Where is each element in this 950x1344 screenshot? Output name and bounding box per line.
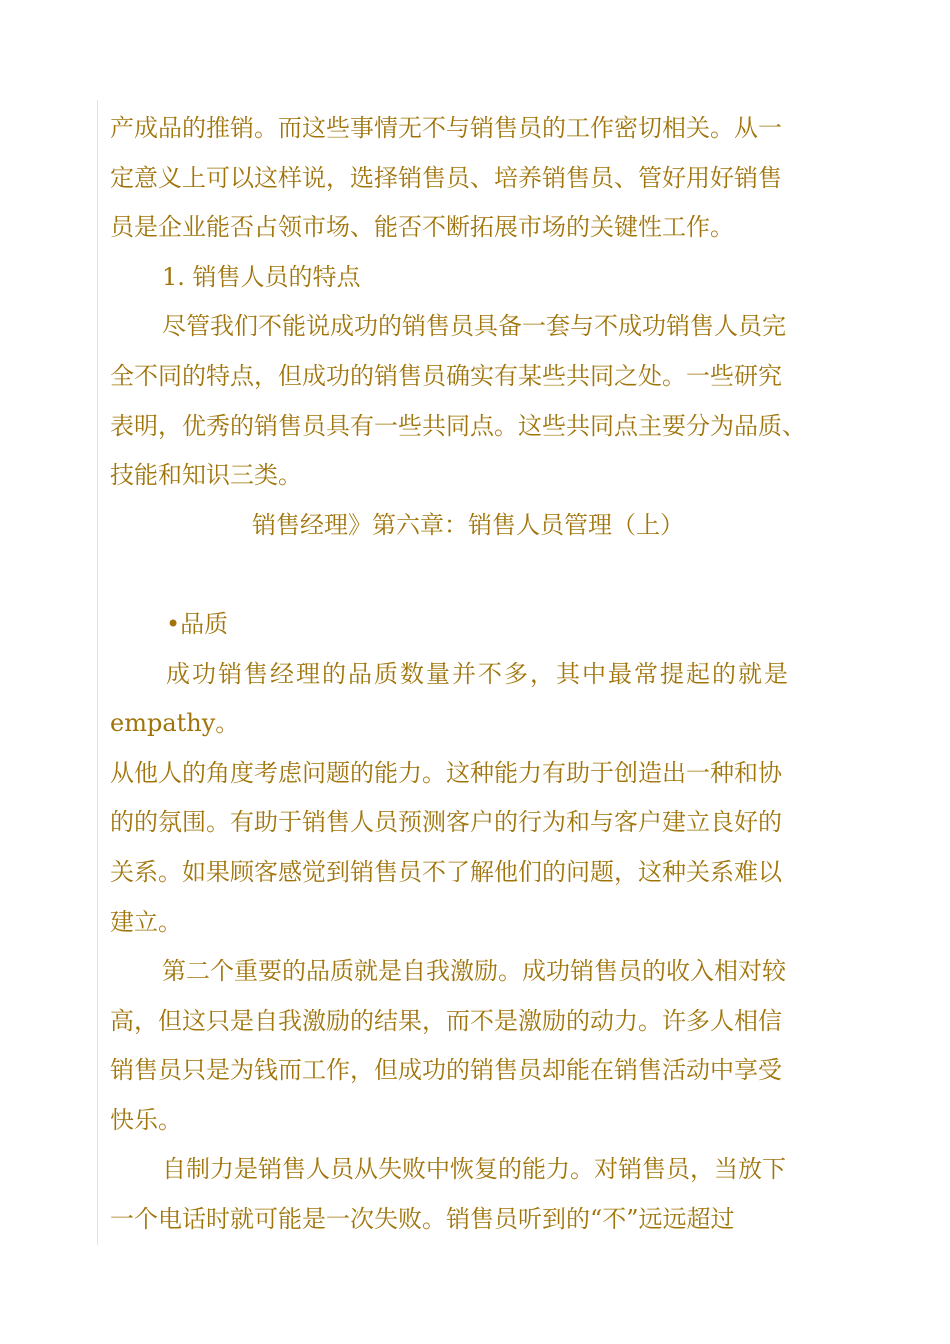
paragraph-self-motivation bbox=[110, 947, 870, 1145]
text-line: 产成品的推销。而这些事情无不与销售员的工作密切相关。从一 bbox=[110, 114, 782, 142]
text-line: 建立。 bbox=[110, 907, 182, 936]
paragraph-empathy bbox=[110, 650, 870, 948]
document-body bbox=[110, 104, 870, 1245]
section-heading: 1. 销售人员的特点 bbox=[162, 262, 361, 291]
bullet-heading: •品质 bbox=[166, 609, 229, 638]
blank-line bbox=[110, 550, 870, 600]
text-line: 第二个重要的品质就是自我激励。成功销售员的收入相对较 bbox=[162, 957, 786, 986]
text-line: 全不同的特点，但成功的销售员确实有某些共同之处。一些研究 bbox=[110, 361, 782, 390]
text-line: 从他人的角度考虑问题的能力。这种能力有助于创造出一种和协 bbox=[110, 758, 782, 787]
page-margin-rule bbox=[97, 100, 98, 1245]
text-line: 表明，优秀的销售员具有一些共同点。这些共同点主要分为品质、 bbox=[110, 411, 806, 440]
text-line: 的的氛围。有助于销售人员预测客户的行为和与客户建立良好的 bbox=[110, 808, 782, 837]
text-line: 一个电话时就可能是一次失败。销售员听到的“不”远远超过 bbox=[110, 1205, 735, 1234]
text-line: 高，但这只是自我激励的结果，而不是激励的动力。许多人相信 bbox=[110, 1006, 782, 1035]
chapter-title: 销售经理》第六章：销售人员管理（上） bbox=[252, 510, 684, 539]
text-line: 关系。如果顾客感觉到销售员不了解他们的问题，这种关系难以 bbox=[110, 857, 782, 886]
text-line: 成功销售经理的品质数量并不多，其中最常提起的就是 bbox=[166, 659, 790, 688]
text-line: 自制力是销售人员从失败中恢复的能力。对销售员，当放下 bbox=[162, 1155, 786, 1184]
text-line: 定意义上可以这样说，选择销售员、培养销售员、管好用好销售 bbox=[110, 163, 782, 192]
text-line: empathy。 bbox=[110, 709, 240, 738]
text-line: 销售员只是为钱而工作，但成功的销售员却能在销售活动中享受 bbox=[110, 1056, 782, 1085]
paragraph-intro bbox=[110, 104, 870, 253]
text-line: 尽管我们不能说成功的销售员具备一套与不成功销售人员完 bbox=[162, 312, 786, 341]
paragraph-self-control bbox=[110, 1145, 870, 1244]
paragraph-characteristics bbox=[110, 302, 870, 500]
text-line: 技能和知识三类。 bbox=[110, 461, 302, 490]
text-line: 快乐。 bbox=[110, 1105, 182, 1134]
text-line: 员是企业能否占领市场、能否不断拓展市场的关键性工作。 bbox=[110, 213, 734, 242]
